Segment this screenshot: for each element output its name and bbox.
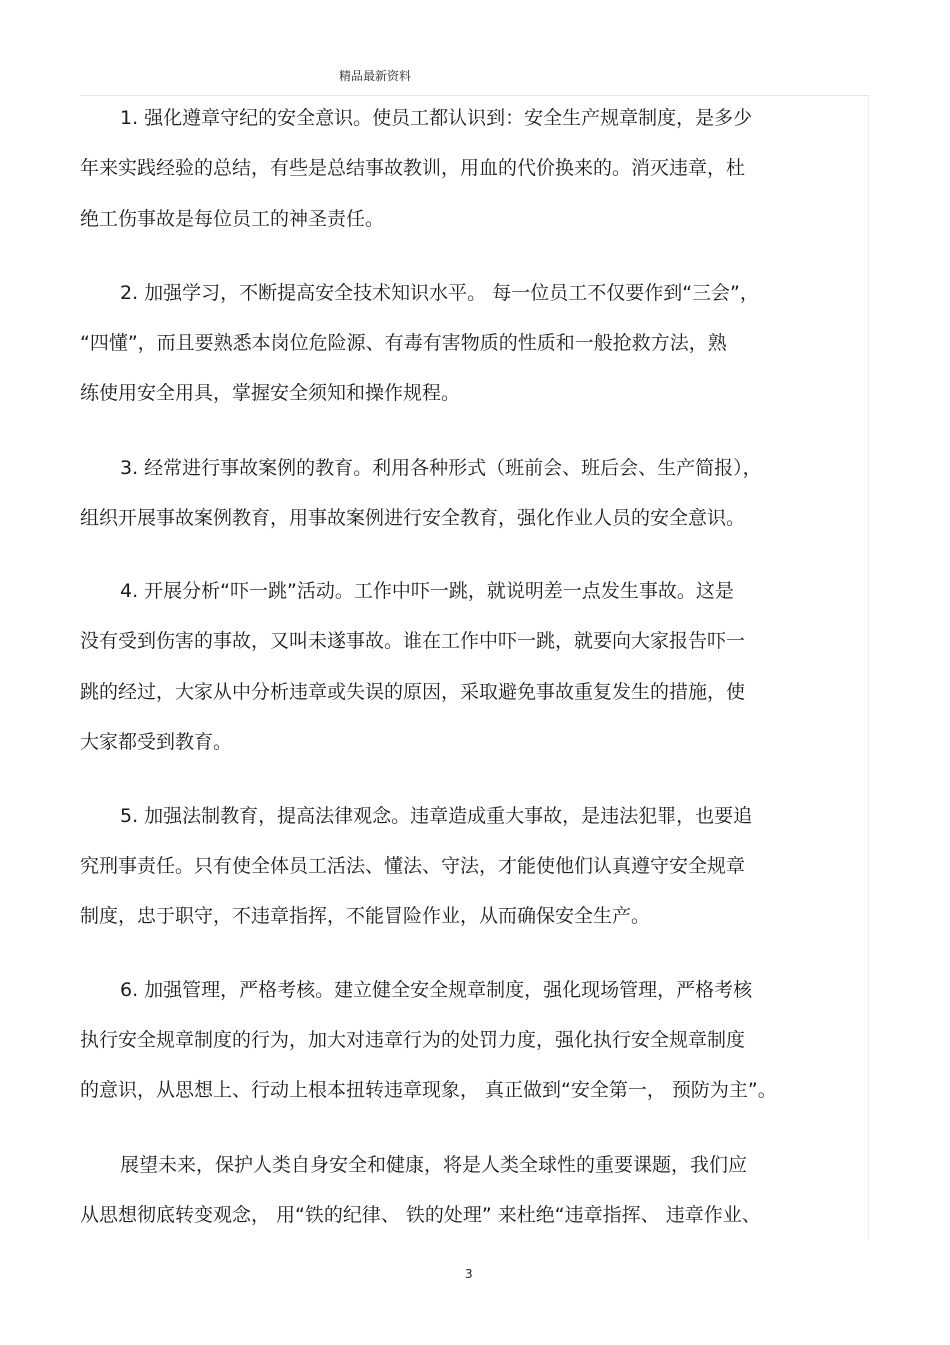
paragraph-6-line-1: 6. 加强管理，严格考核。建立健全安全规章制度，强化现场管理，严格考核 bbox=[120, 979, 753, 1001]
paragraph-3-line-1: 3. 经常进行事故案例的教育。利用各种形式（班前会、班后会、生产简报）， bbox=[120, 457, 762, 479]
paragraph-7-line-1: 展望未来，保护人类自身安全和健康，将是人类全球性的重要课题，我们应 bbox=[120, 1154, 748, 1176]
paragraph-4-line-3: 跳的经过，大家从中分析违章或失误的原因，采取避免事故重复发生的措施，使 bbox=[80, 681, 746, 703]
paragraph-5-line-1: 5. 加强法制教育，提高法律观念。违章造成重大事故，是违法犯罪，也要追 bbox=[120, 805, 753, 827]
right-margin-rule bbox=[868, 95, 869, 1240]
header-divider bbox=[80, 95, 870, 96]
paragraph-5-line-3: 制度，忠于职守，不违章指挥，不能冒险作业，从而确保安全生产。 bbox=[80, 905, 651, 927]
paragraph-6-line-3: 的意识，从思想上、行动上根本扭转违章现象， 真正做到“安全第一， 预防为主”。 bbox=[80, 1079, 777, 1101]
paragraph-6-line-2: 执行安全规章制度的行为，加大对违章行为的处罚力度，强化执行安全规章制度 bbox=[80, 1029, 746, 1051]
paragraph-5-line-2: 究刑事责任。只有使全体员工活法、懂法、守法，才能使他们认真遵守安全规章 bbox=[80, 855, 746, 877]
paragraph-2-line-3: 练使用安全用具，掌握安全须知和操作规程。 bbox=[80, 382, 461, 404]
paragraph-2-line-1: 2. 加强学习，不断提高安全技术知识水平。 每一位员工不仅要作到“三会”， bbox=[120, 282, 759, 304]
paragraph-1-line-1: 1. 强化遵章守纪的安全意识。使员工都认识到：安全生产规章制度，是多少 bbox=[120, 107, 753, 129]
paragraph-4-line-4: 大家都受到教育。 bbox=[80, 731, 233, 753]
paragraph-2-line-2: “四懂”，而且要熟悉本岗位危险源、有毒有害物质的性质和一般抢救方法，熟 bbox=[80, 332, 727, 354]
page-number: 3 bbox=[465, 1267, 473, 1281]
page-header: 精品最新资料 bbox=[339, 69, 412, 83]
paragraph-1-line-2: 年来实践经验的总结，有些是总结事故教训，用血的代价换来的。消灭违章，杜 bbox=[80, 157, 746, 179]
paragraph-7-line-2: 从思想彻底转变观念， 用“铁的纪律、 铁的处理” 来杜绝“违章指挥、 违章作业、 bbox=[80, 1204, 761, 1226]
paragraph-4-line-1: 4. 开展分析“吓一跳”活动。工作中吓一跳，就说明差一点发生事故。这是 bbox=[120, 580, 734, 602]
paragraph-1-line-3: 绝工伤事故是每位员工的神圣责任。 bbox=[80, 208, 385, 230]
paragraph-4-line-2: 没有受到伤害的事故，又叫未遂事故。谁在工作中吓一跳，就要向大家报告吓一 bbox=[80, 630, 746, 652]
paragraph-3-line-2: 组织开展事故案例教育，用事故案例进行安全教育，强化作业人员的安全意识。 bbox=[80, 507, 746, 529]
